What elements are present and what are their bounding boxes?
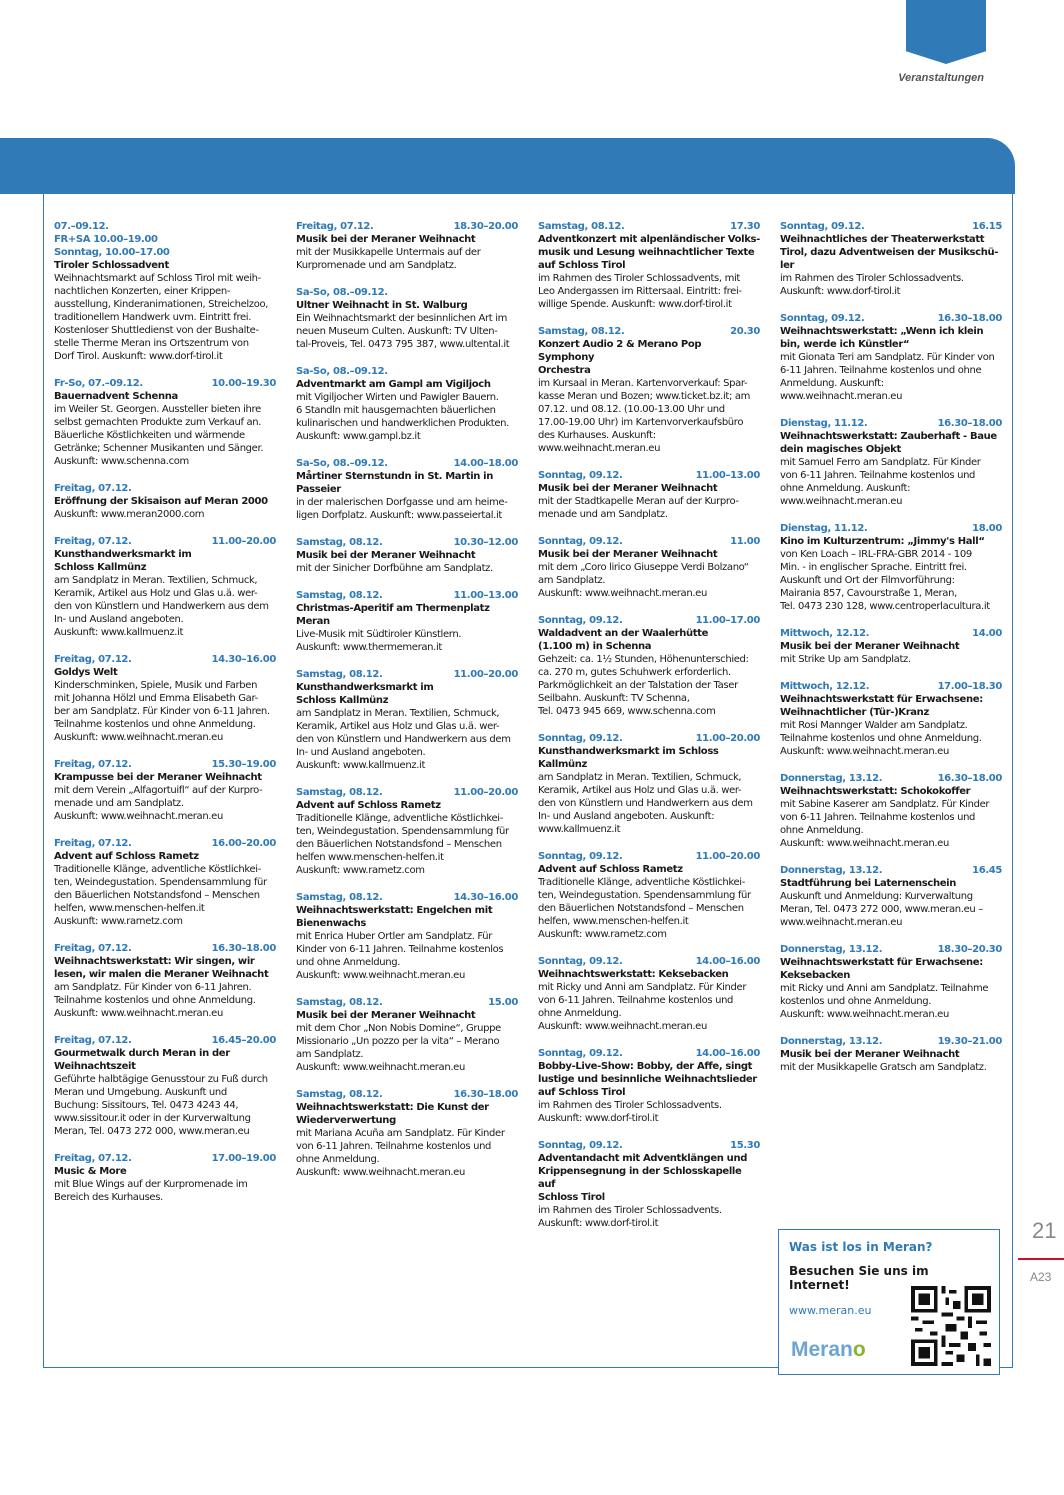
event-entry: [780, 312, 1002, 403]
event-time: 11.00–13.00: [453, 590, 518, 601]
event-date: Samstag, 08.12.: [296, 997, 383, 1008]
event-time: 11.00–20.00: [453, 669, 518, 680]
event-entry: [296, 286, 518, 351]
event-entry: [538, 1047, 760, 1125]
event-header: [296, 891, 518, 904]
event-time: 16.00–20.00: [211, 838, 276, 849]
event-entry: [54, 1152, 276, 1204]
event-entry: [296, 1088, 518, 1179]
event-title: Weihnachtswerkstatt: Zauberhaft - Baue dein magisches Objekt: [780, 431, 997, 455]
event-description: mit Ricky und Anni am Sandplatz. Teilnahme kostenlos und ohne Anmeldung. Auskunft: www.weihnacht.meran.eu: [780, 983, 989, 1020]
event-date: Sonntag, 09.12.: [538, 536, 623, 547]
event-date: Donnerstag, 13.12.: [780, 944, 883, 955]
event-entry: [54, 1034, 276, 1138]
event-time: 15.30–19.00: [211, 759, 276, 770]
event-entry: [54, 482, 276, 521]
event-date: Sonntag, 09.12.: [780, 313, 865, 324]
info-box-subtitle: Besuchen Sie uns im Internet!: [789, 1264, 929, 1292]
event-entry: [538, 325, 760, 455]
event-header: [780, 864, 1002, 877]
event-date: Sonntag, 09.12.: [538, 733, 623, 744]
event-time: 14.00: [972, 628, 1002, 639]
event-column-1: [54, 220, 276, 1218]
event-time: 11.00–13.00: [695, 470, 760, 481]
event-date: Dienstag, 11.12.: [780, 418, 868, 429]
event-header: [538, 469, 760, 482]
event-entry: [538, 614, 760, 718]
event-date: Freitag, 07.12.: [54, 1153, 132, 1164]
event-description: Ein Weihnachtsmarkt der besinnlichen Art im neuen Museum Culten. Auskunft: TV Ulten- tal-Proveis, Tel. 0473 795 387, www.ultental.it: [296, 313, 510, 350]
event-description: mit Rosi Mannger Walder am Sandplatz. Teilnahme kostenlos und ohne Anmeldung. Auskunft: www.weihnacht.meran.eu: [780, 720, 982, 757]
event-date: Fr-So, 07.–09.12.: [54, 378, 143, 389]
event-date: Sonntag, 09.12.: [538, 1048, 623, 1059]
event-entry: [780, 220, 1002, 298]
event-entry: [780, 627, 1002, 666]
event-header: [54, 758, 276, 771]
event-description: Geführte halbtägige Genusstour zu Fuß durch Meran und Umgebung. Auskunft und Buchung: Sissitours, Tel. 0473 4243 44, www.sissitour.it oder in der Kurverwaltung Meran, Tel. 0473 272 000, www.meran.eu: [54, 1074, 268, 1137]
event-time: 17.30: [730, 221, 760, 232]
event-entry: [54, 653, 276, 744]
event-header: [780, 312, 1002, 325]
event-time: 11.00–20.00: [695, 733, 760, 744]
event-header: [54, 220, 276, 259]
event-description: Gehzeit: ca. 1½ Stunden, Höhenunterschied: ca. 270 m, gutes Schuhwerk erforderlich. Parkmöglichkeit an der Talstation der Taser Seilbahn. Auskunft: TV Schenna, Tel. 0473 945 669, www.schenna.com: [538, 654, 749, 717]
event-entry: [538, 469, 760, 521]
event-title: Weihnachtswerkstatt: Wir singen, wir lesen, wir malen die Meraner Weihnacht: [54, 956, 269, 980]
event-entry: [780, 943, 1002, 1021]
info-box-link[interactable]: www.meran.eu: [789, 1304, 872, 1317]
page-number: 21: [1032, 1218, 1057, 1243]
event-time: 16.30–18.00: [453, 1089, 518, 1100]
event-date: Samstag, 08.12.: [296, 590, 383, 601]
event-entry: [54, 377, 276, 468]
event-description: Auskunft: www.meran2000.com: [54, 509, 205, 520]
event-date: Donnerstag, 13.12.: [780, 865, 883, 876]
event-header: [296, 365, 518, 378]
event-entry: [296, 457, 518, 522]
event-title: Music & More: [54, 1166, 127, 1177]
event-header: [296, 286, 518, 299]
event-date: Mittwoch, 12.12.: [780, 681, 870, 692]
event-title: Tiroler Schlossadvent: [54, 260, 169, 271]
event-entry: [538, 1139, 760, 1230]
event-title: Musik bei der Meraner Weihnacht: [538, 549, 718, 560]
event-time: 16.45–20.00: [211, 1035, 276, 1046]
event-description: von Ken Loach – IRL-FRA-GBR 2014 - 109 Min. - in englischer Sprache. Eintritt frei. Auskunft und Ort der Filmvorführung: Mairania 857, Cavourstraße 1, Meran, Tel. 0473 230 128, www.centroperlacultura.it: [780, 549, 990, 612]
event-description: mit Blue Wings auf der Kurpromenade im Bereich des Kurhauses.: [54, 1179, 248, 1203]
event-column-4: [780, 220, 1002, 1088]
event-column-2: [296, 220, 518, 1193]
event-description: mit Vigiljocher Wirten und Pawigler Bauern. 6 Standln mit hausgemachten bäuerlichen kulinarischen und handwerklichen Produkten. Auskunft: www.gampl.bz.it: [296, 392, 509, 442]
event-title: Musik bei der Meraner Weihnacht: [538, 483, 718, 494]
event-entry: [296, 891, 518, 982]
event-title: Adventmarkt am Gampl am Vigiljoch: [296, 379, 491, 390]
page-code: A23: [1030, 1270, 1052, 1284]
event-time: 11.00–17.00: [695, 615, 760, 626]
event-description: Live-Musik mit Südtiroler Künstlern. Auskunft: www.thermemeran.it: [296, 629, 462, 653]
event-header: [780, 1035, 1002, 1048]
event-time: 16.30–18.00: [937, 773, 1002, 784]
event-title: Weihnachtswerkstatt: Keksebacken: [538, 969, 729, 980]
event-header: [780, 627, 1002, 640]
event-title: Advent auf Schloss Rametz: [296, 800, 441, 811]
event-description: mit der Sinicher Dorfbühne am Sandplatz.: [296, 563, 493, 574]
event-entry: [296, 536, 518, 575]
event-date: Freitag, 07.12.: [54, 483, 132, 494]
event-title: Krampusse bei der Meraner Weihnacht: [54, 772, 262, 783]
event-description: Traditionelle Klänge, adventliche Köstlichkei- ten, Weindegustation. Spendensammlung für den Bäuerlichen Notstandsfond – Menschen helfen www.menschen-helfen.it Auskunft: www.rametz.com: [296, 813, 509, 876]
event-title: Mårtiner Sternstundn in St. Martin in Passeier: [296, 471, 494, 495]
event-title: Musik bei der Meraner Weihnacht: [780, 641, 960, 652]
event-time: 16.30–18.00: [937, 313, 1002, 324]
event-title: Weihnachtliches der Theaterwerkstatt Tirol, dazu Adventweisen der Musikschü- ler: [780, 234, 999, 271]
event-title: Musik bei der Meraner Weihnacht: [780, 1049, 960, 1060]
event-entry: [538, 955, 760, 1033]
event-entry: [538, 850, 760, 941]
event-description: am Sandplatz in Meran. Textilien, Schmuck, Keramik, Artikel aus Holz und Glas u.ä. wer- den von Künstlern und Handwerkern aus dem In- und Ausland angeboten. Auskunft: www.kallmuenz.it: [54, 575, 269, 638]
event-title: Weihnachtswerkstatt: Engelchen mit Bienenwachs: [296, 905, 493, 929]
event-entry: [296, 786, 518, 877]
event-title: Gourmetwalk durch Meran in der Weihnachtszeit: [54, 1048, 230, 1072]
event-time: 14.00–18.00: [453, 458, 518, 469]
event-date: Freitag, 07.12.: [54, 943, 132, 954]
event-date: Sa-So, 08.–09.12.: [296, 287, 388, 298]
event-entry: [54, 758, 276, 823]
event-title: Goldys Welt: [54, 667, 118, 678]
merano-logo-text: Meran: [791, 1338, 853, 1361]
event-header: [296, 786, 518, 799]
event-time: 16.30–18.00: [937, 418, 1002, 429]
event-header: [54, 535, 276, 548]
header-band: [0, 138, 1015, 194]
event-time: 19.30–21.00: [937, 1036, 1002, 1047]
event-header: [780, 522, 1002, 535]
event-time: 11.00–20.00: [211, 536, 276, 547]
event-title: Adventandacht mit Adventklängen und Krippensegnung in der Schlosskapelle auf Schloss Tirol: [538, 1153, 748, 1203]
event-description: im Rahmen des Tiroler Schlossadvents. Auskunft: www.dorf-tirol.it: [538, 1100, 722, 1124]
event-entry: [54, 535, 276, 639]
event-title: Waldadvent an der Waalerhütte (1.100 m) in Schenna: [538, 628, 709, 652]
info-box: [778, 1229, 1000, 1375]
event-entry: [296, 589, 518, 654]
qr-code-icon[interactable]: [911, 1286, 991, 1366]
event-date: Sa-So, 08.–09.12.: [296, 458, 388, 469]
event-description: mit dem Verein „Alfagortuifl“ auf der Kurpro- menade und am Sandplatz. Auskunft: www.weihnacht.meran.eu: [54, 785, 263, 822]
event-description: am Sandplatz in Meran. Textilien, Schmuck, Keramik, Artikel aus Holz und Glas u.ä. wer- den von Künstlern und Handwerkern aus dem In- und Ausland angeboten. Auskunft: www.kallmuenz.it: [538, 772, 753, 835]
event-time: 10.30–12.00: [453, 537, 518, 548]
event-time: 14.30–16.00: [211, 654, 276, 665]
event-description: mit der Musikkapelle Untermais auf der Kurpromenade und am Sandplatz.: [296, 247, 481, 271]
event-column-3: [538, 220, 760, 1244]
event-header: [538, 732, 760, 745]
event-entry: [296, 996, 518, 1074]
event-title: Musik bei der Meraner Weihnacht: [296, 234, 476, 245]
event-time: 11.00–20.00: [453, 787, 518, 798]
event-title: Adventkonzert mit alpenländischer Volks- musik und Lesung weihnachtlicher Texte auf Schloss Tirol: [538, 234, 760, 271]
event-date: Freitag, 07.12.: [296, 221, 374, 232]
event-header: [54, 1034, 276, 1047]
event-time: 16.15: [972, 221, 1002, 232]
event-date: Donnerstag, 13.12.: [780, 1036, 883, 1047]
event-time: 17.00–18.30: [937, 681, 1002, 692]
event-title: Kunsthandwerksmarkt im Schloss Kallmünz: [538, 746, 719, 770]
event-header: [538, 535, 760, 548]
event-title: Weihnachtswerkstatt: „Wenn ich klein bin, werde ich Künstler“: [780, 326, 984, 350]
event-title: Musik bei der Meraner Weihnacht: [296, 550, 476, 561]
event-description: mit der Musikkapelle Gratsch am Sandplatz.: [780, 1062, 987, 1073]
event-title: Konzert Audio 2 & Merano Pop Symphony Orchestra: [538, 339, 702, 376]
event-title: Advent auf Schloss Rametz: [538, 864, 683, 875]
event-description: im Rahmen des Tiroler Schlossadvents, mit Leo Andergassen im Rittersaal. Eintritt: frei- willige Spende. Auskunft: www.dorf-tirol.it: [538, 273, 742, 310]
event-entry: [54, 220, 276, 363]
event-date: Freitag, 07.12.: [54, 1035, 132, 1046]
event-description: im Weiler St. Georgen. Aussteller bieten ihre selbst gemachten Produkte zum Verkauf an. Bäuerliche Köstlichkeiten und wärmende Getränke; Schenner Musikanten und Sänger. Auskunft: www.schenna.com: [54, 404, 264, 467]
event-date: Freitag, 07.12.: [54, 759, 132, 770]
event-entry: [780, 680, 1002, 758]
event-date: Freitag, 07.12.: [54, 654, 132, 665]
event-title: Weihnachtswerkstatt für Erwachsene: Weihnachtlicher (Tür-)Kranz: [780, 694, 983, 718]
event-entry: [780, 522, 1002, 613]
event-header: [538, 1047, 760, 1060]
event-date: Sonntag, 09.12.: [780, 221, 865, 232]
event-entry: [296, 668, 518, 772]
event-date: Samstag, 08.12.: [296, 787, 383, 798]
event-entry: [54, 942, 276, 1020]
event-description: Kinderschminken, Spiele, Musik und Farben mit Johanna Hölzl und Emma Elisabeth Gar- ber am Sandplatz. Für Kinder von 6-11 Jahren. Teilnahme kostenlos und ohne Anmeldung. Auskunft: www.weihnacht.meran.eu: [54, 680, 270, 743]
event-description: am Sandplatz in Meran. Textilien, Schmuck, Keramik, Artikel aus Holz und Glas u.ä. wer- den von Künstlern und Handwerkern aus dem In- und Ausland angeboten. Auskunft: www.kallmuenz.it: [296, 708, 511, 771]
event-title: Weihnachtswerkstatt: Die Kunst der Wiederverwertung: [296, 1102, 489, 1126]
event-header: [538, 614, 760, 627]
event-entry: [780, 864, 1002, 929]
event-header: [54, 377, 276, 390]
event-header: [780, 943, 1002, 956]
event-title: Ultner Weihnacht in St. Walburg: [296, 300, 468, 311]
event-title: Stadtführung bei Laternenschein: [780, 878, 957, 889]
section-label: Veranstaltungen: [898, 72, 984, 84]
event-time: 11.00–20.00: [695, 851, 760, 862]
event-description: mit der Stadtkapelle Meran auf der Kurpro- menade und am Sandplatz.: [538, 496, 739, 520]
event-title: Kunsthandwerksmarkt im Schloss Kallmünz: [296, 682, 434, 706]
event-title: Bobby-Live-Show: Bobby, der Affe, singt lustige und besinnliche Weihnachtslieder auf Schloss Tirol: [538, 1061, 757, 1098]
event-title: Advent auf Schloss Rametz: [54, 851, 199, 862]
event-header: [538, 325, 760, 338]
event-date: Samstag, 08.12.: [296, 1089, 383, 1100]
event-header: [54, 482, 276, 495]
event-title: Bauernadvent Schenna: [54, 391, 178, 402]
event-date: Sonntag, 09.12.: [538, 1140, 623, 1151]
event-time: 17.00–19.00: [211, 1153, 276, 1164]
event-header: [296, 457, 518, 470]
event-header: [296, 536, 518, 549]
event-date: 07.–09.12. FR+SA 10.00–19.00 Sonntag, 10.00–17.00: [54, 221, 170, 258]
event-description: im Rahmen des Tiroler Schlossadvents. Auskunft: www.dorf-tirol.it: [780, 273, 964, 297]
event-time: 14.00–16.00: [695, 1048, 760, 1059]
event-title: Kino im Kulturzentrum: „Jimmy's Hall“: [780, 536, 985, 547]
event-description: Auskunft und Anmeldung: Kurverwaltung Meran, Tel. 0473 272 000, www.meran.eu – www.weihnacht.meran.eu: [780, 891, 983, 928]
event-header: [538, 955, 760, 968]
event-date: Sonntag, 09.12.: [538, 956, 623, 967]
event-title: Musik bei der Meraner Weihnacht: [296, 1010, 476, 1021]
event-description: mit Samuel Ferro am Sandplatz. Für Kinder von 6-11 Jahren. Teilnahme kostenlos und ohne Anmeldung. Auskunft: www.weihnacht.meran.eu: [780, 457, 981, 507]
event-description: Traditionelle Klänge, adventliche Köstlichkei- ten, Weindegustation. Spendensammlung für den Bäuerlichen Notstandsfond – Menschen helfen, www.menschen-helfen.it Auskunft: www.rametz.com: [538, 877, 751, 940]
event-description: mit dem Chor „Non Nobis Domine“, Gruppe Missionario „Un pozzo per la vita“ – Merano am Sandplatz. Auskunft: www.weihnacht.meran.eu: [296, 1023, 501, 1073]
event-date: Samstag, 08.12.: [296, 669, 383, 680]
event-date: Samstag, 08.12.: [296, 537, 383, 548]
event-entry: [296, 220, 518, 272]
event-header: [780, 417, 1002, 430]
event-title: Weihnachtswerkstatt: Schokokoffer: [780, 786, 971, 797]
event-description: in der malerischen Dorfgasse und am heime- ligen Dorfplatz. Auskunft: www.passeiertal.it: [296, 497, 508, 521]
section-tab-marker: [906, 0, 986, 64]
event-description: im Rahmen des Tiroler Schlossadvents. Auskunft: www.dorf-tirol.it: [538, 1205, 722, 1229]
event-entry: [54, 837, 276, 928]
event-time: 15.30: [730, 1140, 760, 1151]
event-header: [538, 220, 760, 233]
event-description: Weihnachtsmarkt auf Schloss Tirol mit weih- nachtlichen Konzerten, einer Krippen- ausstellung, Kinderanimationen, Streichelzoo, traditionellem Handwerk uvm. Eintritt frei. Kostenloser Shuttledienst von der Bushalte- stelle Therme Meran ins Ortszentrum von Dorf Tirol. Auskunft: www.dorf-tirol.it: [54, 273, 269, 362]
event-header: [538, 1139, 760, 1152]
info-box-title: Was ist los in Meran?: [789, 1240, 933, 1254]
event-description: mit Enrica Huber Ortler am Sandplatz. Für Kinder von 6-11 Jahren. Teilnahme kostenlos und ohne Anmeldung. Auskunft: www.weihnacht.meran.eu: [296, 931, 504, 981]
event-time: 15.00: [488, 997, 518, 1008]
event-header: [54, 653, 276, 666]
event-description: im Kursaal in Meran. Kartenvorverkauf: Spar- kasse Meran und Bozen; www.ticket.bz.it; am 07.12. und 08.12. (10.00-13.00 Uhr und 17.00-19.00 Uhr) im Kartenvorverkaufsbüro des Kurhauses. Auskunft: www.weihnacht.meran.eu: [538, 378, 751, 454]
event-date: Donnerstag, 13.12.: [780, 773, 883, 784]
event-time: 16.45: [972, 865, 1002, 876]
event-date: Samstag, 08.12.: [296, 892, 383, 903]
event-header: [296, 668, 518, 681]
event-entry: [538, 220, 760, 311]
event-time: 10.00–19.30: [211, 378, 276, 389]
event-date: Samstag, 08.12.: [538, 326, 625, 337]
event-title: Kunsthandwerksmarkt im Schloss Kallmünz: [54, 549, 192, 573]
event-time: 11.00: [730, 536, 760, 547]
event-time: 14.30–16.00: [453, 892, 518, 903]
merano-logo: [791, 1338, 866, 1362]
event-header: [296, 996, 518, 1009]
event-time: 20.30: [730, 326, 760, 337]
merano-logo-o: o: [852, 1338, 866, 1361]
event-header: [296, 220, 518, 233]
event-time: 16.30–18.00: [211, 943, 276, 954]
event-description: mit Ricky und Anni am Sandplatz. Für Kinder von 6-11 Jahren. Teilnahme kostenlos und ohne Anmeldung. Auskunft: www.weihnacht.meran.eu: [538, 982, 747, 1032]
event-header: [54, 837, 276, 850]
event-description: mit dem „Coro lirico Giuseppe Verdi Bolzano“ am Sandplatz. Auskunft: www.weihnacht.meran.eu: [538, 562, 749, 599]
event-date: Dienstag, 11.12.: [780, 523, 868, 534]
event-date: Freitag, 07.12.: [54, 838, 132, 849]
event-entry: [780, 417, 1002, 508]
event-date: Samstag, 08.12.: [538, 221, 625, 232]
event-title: Eröffnung der Skisaison auf Meran 2000: [54, 496, 268, 507]
event-description: mit Strike Up am Sandplatz.: [780, 654, 911, 665]
event-date: Sa-So, 08.–09.12.: [296, 366, 388, 377]
event-header: [780, 680, 1002, 693]
event-header: [54, 1152, 276, 1165]
event-date: Mittwoch, 12.12.: [780, 628, 870, 639]
event-date: Sonntag, 09.12.: [538, 470, 623, 481]
event-time: 18.30–20.00: [453, 221, 518, 232]
event-date: Sonntag, 09.12.: [538, 615, 623, 626]
event-description: mit Mariana Acuña am Sandplatz. Für Kinder von 6-11 Jahren. Teilnahme kostenlos und ohne Anmeldung. Auskunft: www.weihnacht.meran.eu: [296, 1128, 505, 1178]
event-header: [54, 942, 276, 955]
event-date: Freitag, 07.12.: [54, 536, 132, 547]
event-entry: [296, 365, 518, 443]
event-time: 18.00: [972, 523, 1002, 534]
event-time: 18.30–20.30: [937, 944, 1002, 955]
event-time: 14.00–16.00: [695, 956, 760, 967]
event-header: [296, 1088, 518, 1101]
event-header: [780, 772, 1002, 785]
event-date: Sonntag, 09.12.: [538, 851, 623, 862]
page-number-rule: [1018, 1258, 1064, 1260]
event-description: mit Sabine Kaserer am Sandplatz. Für Kinder von 6-11 Jahren. Teilnahme kostenlos und ohne Anmeldung. Auskunft: www.weihnacht.meran.eu: [780, 799, 990, 849]
event-entry: [780, 1035, 1002, 1074]
event-description: mit Gionata Teri am Sandplatz. Für Kinder von 6-11 Jahren. Teilnahme kostenlos und ohne Anmeldung. Auskunft: www.weihnacht.meran.eu: [780, 352, 995, 402]
event-entry: [780, 772, 1002, 850]
event-description: am Sandplatz. Für Kinder von 6-11 Jahren. Teilnahme kostenlos und ohne Anmeldung. Auskunft: www.weihnacht.meran.eu: [54, 982, 256, 1019]
event-entry: [538, 535, 760, 600]
event-header: [538, 850, 760, 863]
event-header: [780, 220, 1002, 233]
event-title: Christmas-Aperitif am Thermenplatz Meran: [296, 603, 490, 627]
event-entry: [538, 732, 760, 836]
event-description: Traditionelle Klänge, adventliche Köstlichkei- ten, Weindegustation. Spendensammlung für den Bäuerlichen Notstandsfond – Menschen helfen, www.menschen-helfen.it Auskunft: www.rametz.com: [54, 864, 267, 927]
event-header: [296, 589, 518, 602]
event-title: Weihnachtswerkstatt für Erwachsene: Keksebacken: [780, 957, 983, 981]
